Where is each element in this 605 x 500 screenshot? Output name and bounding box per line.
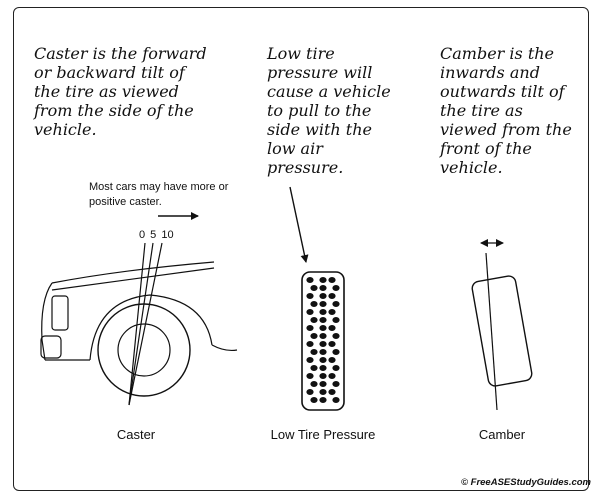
pressure-pointer-arrow bbox=[290, 187, 306, 262]
low-tire-pressure-description: Low tire pressure will cause a vehicle to pull to the side with the low air pressure. bbox=[267, 44, 391, 177]
camber-tire-drawing bbox=[471, 253, 533, 410]
copyright-notice: © FreeASEStudyGuides.com bbox=[461, 477, 592, 488]
caster-vehicle-drawing bbox=[41, 243, 237, 405]
low-pressure-tire-drawing bbox=[302, 272, 344, 410]
caster-note: Most cars may have more or positive caster. bbox=[89, 181, 229, 208]
camber-description: Camber is the inwards and outwards tilt of the tire as viewed from the front of the vehicle. bbox=[440, 44, 572, 177]
caster-description: Caster is the forward or backward tilt of the tire as viewed from the side of the vehicle. bbox=[34, 44, 207, 139]
low-tire-pressure-label: Low Tire Pressure bbox=[270, 427, 376, 442]
camber-label: Camber bbox=[478, 427, 526, 442]
caster-degree-ticks: 0 5 10 bbox=[139, 229, 174, 241]
caster-label: Caster bbox=[116, 427, 156, 442]
